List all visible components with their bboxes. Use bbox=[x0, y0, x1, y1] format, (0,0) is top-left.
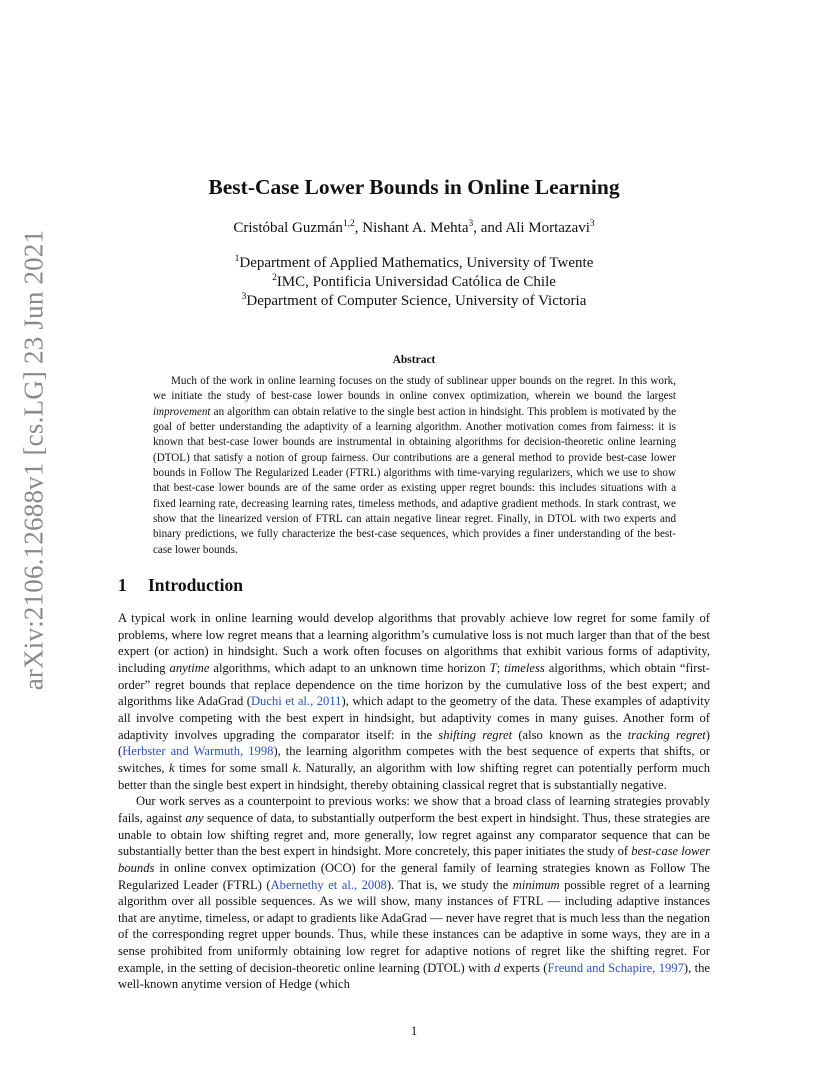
arxiv-stamp-text: arXiv:2106.12688v1 [cs.LG] 23 Jun 2021 bbox=[18, 229, 49, 691]
author-name: Cristóbal Guzmán bbox=[233, 220, 343, 236]
abstract-heading: Abstract bbox=[392, 354, 436, 366]
author-name: Nishant A. Mehta bbox=[362, 220, 469, 236]
citation-link[interactable]: Herbster and Warmuth, 1998 bbox=[122, 744, 274, 759]
paper-title: Best-Case Lower Bounds in Online Learning bbox=[208, 175, 620, 199]
section-number: 1 bbox=[118, 575, 127, 595]
author-affil-marker: 3 bbox=[589, 219, 595, 229]
affiliation-line bbox=[0, 254, 828, 273]
body-paragraph: A typical work in online learning would develop algorithms that provably achieve low regret for some family of problems, where low regret means that a learning algorithm’s cumulative loss is not much larger than that of the best expert (or action) in hindsight. Such a work often focuses on algorithms that exhibit various forms of adaptivity, including anytime algorithms, which adapt to an unknown time horizon T; timeless algorithms, which obtain “first-order” regret bounds that replace dependence on the time horizon by the cumulative loss of the best expert; and algorithms like AdaGrad (Duchi et al., 2011), which adapt to the geometry of the data. These examples of adaptivity all involve competing with the best expert in hindsight, but adaptivity comes in many guises. Another form of adaptivity involves upgrading the comparator itself: in the shifting regret (also known as the tracking regret) (Herbster and Warmuth, 1998), the learning algorithm competes with the best sequence of experts that shifts, or switches, k times for some small k. Naturally, an algorithm with low shifting regret can potentially perform much better than the single best expert in hindsight, thereby obtaining classical regret that is substantially negative. bbox=[118, 611, 711, 792]
affiliation-text: Department of Computer Science, University of Victoria bbox=[246, 293, 587, 309]
emphasis: improvement bbox=[153, 405, 211, 418]
page-number: 1 bbox=[410, 1024, 418, 1038]
author-affil-marker: 1,2 bbox=[342, 219, 355, 229]
abstract-body bbox=[153, 374, 676, 558]
math-variable: k bbox=[168, 760, 175, 775]
author-affil-marker: 3 bbox=[468, 219, 474, 229]
author-list bbox=[0, 220, 828, 237]
abstract-paragraph: Much of the work in online learning focuses on the study of sublinear upper bounds on the regret. In this work, we initiate the study of best-case lower bounds in online convex optimization, wherein we bound the largest improvement an algorithm can obtain relative to the single best action in hindsight. This problem is motivated by the goal of better understanding the adaptivity of a learning algorithm. Another motivation comes from fairness: it is known that best-case lower bounds are instrumental in obtaining algorithms for decision-theoretic online learning (DTOL) that satisfy a notion of group fairness. Our contributions are a general method to provide best-case lower bounds in Follow The Regularized Leader (FTRL) algorithms with time-varying regularizers, which we use to show that best-case lower bounds are of the same order as existing upper regret bounds: this includes situations with a fixed learning rate, decreasing learning rates, timeless methods, and adaptive gradient methods. In stark contrast, we show that the linearized version of FTRL can attain negative linear regret. Finally, in DTOL with two experts and binary predictions, we fully characterize the best-case sequences, which provides a finer understanding of the best-case lower bounds. bbox=[153, 375, 676, 556]
math-variable: d bbox=[493, 960, 501, 975]
affiliation-list bbox=[0, 254, 828, 311]
affiliation-marker: 3 bbox=[241, 292, 247, 302]
body-text bbox=[118, 610, 710, 993]
affiliation-marker: 1 bbox=[234, 254, 240, 264]
author-name: Ali Mortazavi bbox=[505, 220, 590, 236]
affiliation-text: IMC, Pontificia Universidad Católica de Chile bbox=[276, 274, 556, 290]
citation-link[interactable]: Abernethy et al., 2008 bbox=[270, 877, 387, 892]
citation-link[interactable]: Freund and Schapire, 1997 bbox=[547, 960, 684, 975]
author-separator: , bbox=[354, 220, 363, 236]
affiliation-text: Department of Applied Mathematics, University of Twente bbox=[239, 255, 594, 271]
math-variable: T bbox=[489, 660, 497, 675]
section-heading bbox=[118, 575, 243, 596]
citation-link[interactable]: Duchi et al., 2011 bbox=[250, 694, 342, 709]
author-separator: , and bbox=[473, 220, 506, 236]
body-paragraph: Our work serves as a counterpoint to previous works: we show that a broad class of learning strategies provably fails, against any sequence of data, to substantially outperform the best expert in hindsight. Thus, these strategies are unable to obtain low shifting regret and, more generally, low regret against any comparator sequence that can be substantially better than the best expert in hindsight. More concretely, this paper initiates the study of best-case lower bounds in online convex optimization (OCO) for the general family of learning strategies known as Follow The Regularized Leader (FTRL) (Abernethy et al., 2008). That is, we study the minimum possible regret of a learning algorithm over all possible sequences. As we will show, many instances of FTRL — including adaptive instances that are anytime, timeless, or adapt to gradients like AdaGrad — never have regret that is much less than the negation of the corresponding regret upper bounds. Thus, while these instances can be adaptive in some ways, they are in a sense prohibited from uniformly obtaining low regret for adaptive notions of regret like the shifting regret. For example, in the setting of decision-theoretic online learning (DTOL) with d experts (Freund and Schapire, 1997), the well-known anytime version of Hedge (which bbox=[118, 794, 710, 992]
affiliation-marker: 2 bbox=[272, 273, 277, 283]
section-title: Introduction bbox=[148, 575, 243, 595]
affiliation-line bbox=[0, 292, 828, 311]
affiliation-line bbox=[0, 273, 828, 292]
math-variable: k bbox=[292, 760, 299, 775]
